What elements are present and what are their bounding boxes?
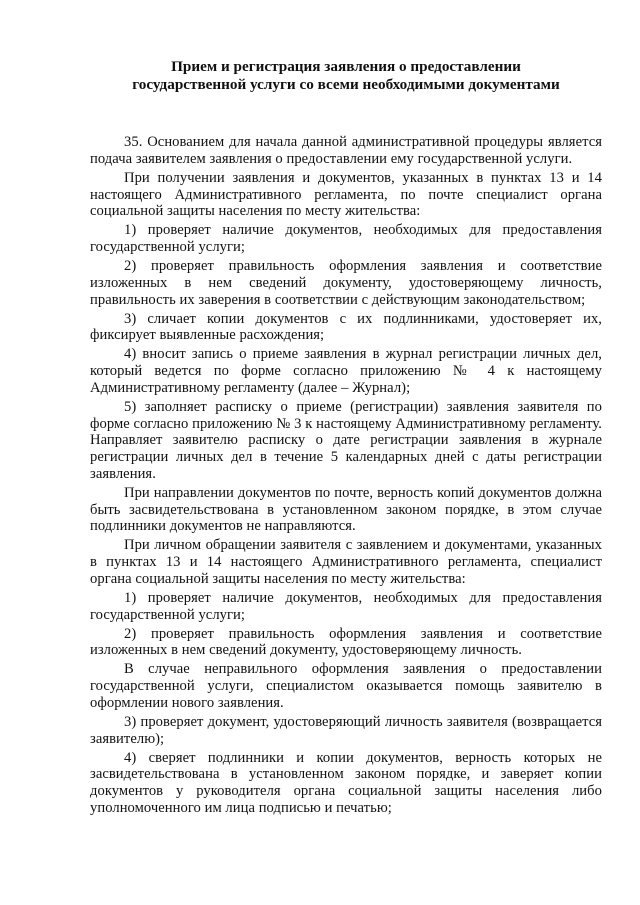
paragraph-incorrect-application: В случае неправильного оформления заявления о предоставлении государственной услуги, специалистом оказывается помощь заявителю в оформлении нового заявления. xyxy=(90,661,602,711)
postal-step-3: 3) сличает копии документов с их подлинниками, удостоверяет их, фиксирует выявленные расхождения; xyxy=(90,310,602,344)
section-title-line-1: Прием и регистрация заявления о предоставлении xyxy=(171,58,521,75)
personal-step-3: 3) проверяет документ, удостоверяющий личность заявителя (возвращается заявителю); xyxy=(90,713,602,747)
personal-step-1: 1) проверяет наличие документов, необходимых для предоставления государственной услуги; xyxy=(90,589,602,623)
personal-step-4: 4) сверяет подлинники и копии документов, верность которых не засвидетельствована в установленном законом порядке, и заверяет копии документов у руководителя органа социальной защиты населения либо уполномоченного им лица подписью и печатью; xyxy=(90,749,602,816)
paragraph-postal-receipt: При получении заявления и документов, указанных в пунктах 13 и 14 настоящего Административного регламента, по почте специалист органа социальной защиты населения по месту жительства: xyxy=(90,169,602,220)
postal-step-4: 4) вносит запись о приеме заявления в журнал регистрации личных дел, который ведется по форме согласно приложению № 4 к настоящему Административному регламенту (далее – Журнал); xyxy=(90,346,602,396)
postal-step-2: 2) проверяет правильность оформления заявления и соответствие изложенных в нем сведений документу, удостоверяющему личность, правильность их заверения в соответствии с действующим законодательством; xyxy=(90,258,602,308)
postal-step-1: 1) проверяет наличие документов, необходимых для предоставления государственной услуги; xyxy=(90,222,602,255)
section-title-line-2: государственной услуги со всеми необходимыми документами xyxy=(132,76,560,93)
postal-step-5: 5) заполняет расписку о приеме (регистрации) заявления заявителя по форме согласно приложению № 3 к настоящему Административному регламенту. Направляет заявителю расписку о дате регистрации заявления в журнале регистрации личных дел в течение 5 календарных дней с даты регистрации заявления. xyxy=(90,398,602,482)
personal-step-2: 2) проверяет правильность оформления заявления и соответствие изложенных в нем сведений документу, удостоверяющему личность. xyxy=(90,625,602,659)
paragraph-postal-copies: При направлении документов по почте, верность копий документов должна быть засвидетельствована в установленном законом порядке, в этом случае подлинники документов не направляются. xyxy=(90,484,602,535)
paragraph-personal-visit: При личном обращении заявителя с заявлением и документами, указанных в пунктах 13 и 14 настоящего Административного регламента, специалист органа социальной защиты населения по месту жительства: xyxy=(90,537,602,587)
document-page xyxy=(90,58,602,819)
section-title xyxy=(90,58,602,94)
paragraph-35-basis: 35. Основанием для начала данной административной процедуры является подача заявителем заявления о предоставлении ему государственной услуги. xyxy=(90,134,602,167)
